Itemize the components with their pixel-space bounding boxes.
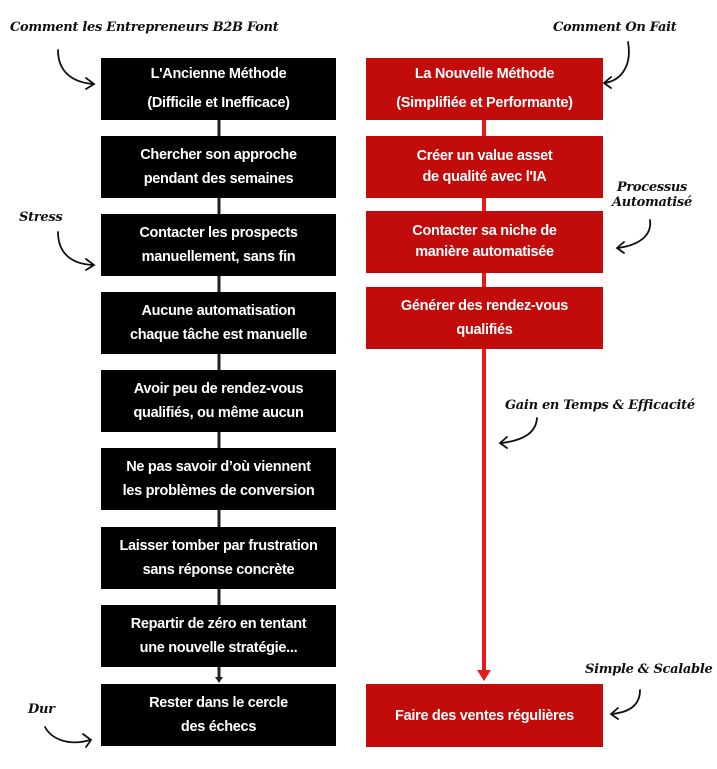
curved-arrow-icon — [605, 42, 629, 83]
annotation-left-top: Comment les Entrepreneurs B2B Font — [10, 20, 279, 35]
curved-arrow-icon — [502, 418, 537, 443]
annotation-gain: Gain en Temps & Efficacité — [505, 398, 695, 413]
old-step-2: Contacter les prospects manuellement, sans fin — [101, 214, 336, 276]
new-method-header: La Nouvelle Méthode (Simplifiée et Performante) — [366, 58, 603, 120]
old-step-7: Repartir de zéro en tentant une nouvelle stratégie... — [101, 605, 336, 667]
old-step-6: Laisser tomber par frustration sans réponse concrète — [101, 527, 336, 589]
new-step-4: Faire des ventes régulières — [366, 684, 603, 747]
annotation-processus: Processus Automatisé — [612, 180, 692, 210]
new-step-2: Contacter sa niche de manière automatisée — [366, 211, 603, 273]
old-step-4: Avoir peu de rendez-vous qualifiés, ou même aucun — [101, 370, 336, 432]
annotation-right-top: Comment On Fait — [553, 20, 677, 35]
old-step-8: Rester dans le cercle des échecs — [101, 684, 336, 746]
annotation-dur: Dur — [28, 702, 55, 717]
old-step-5: Ne pas savoir d’où viennent les problèmes de conversion — [101, 448, 336, 510]
old-step-1: Chercher son approche pendant des semaines — [101, 136, 336, 198]
annotation-simple: Simple & Scalable — [585, 662, 713, 677]
new-step-1: Créer un value asset de qualité avec l'IA — [366, 136, 603, 198]
new-final-arrowhead-icon — [477, 670, 491, 681]
annotation-stress: Stress — [19, 210, 63, 225]
old-step-3: Aucune automatisation chaque tâche est manuelle — [101, 292, 336, 354]
old-final-arrowhead-icon — [215, 677, 223, 683]
old-method-header: L'Ancienne Méthode (Difficile et Inefficace) — [101, 58, 336, 120]
new-step-3: Générer des rendez-vous qualifiés — [366, 287, 603, 349]
